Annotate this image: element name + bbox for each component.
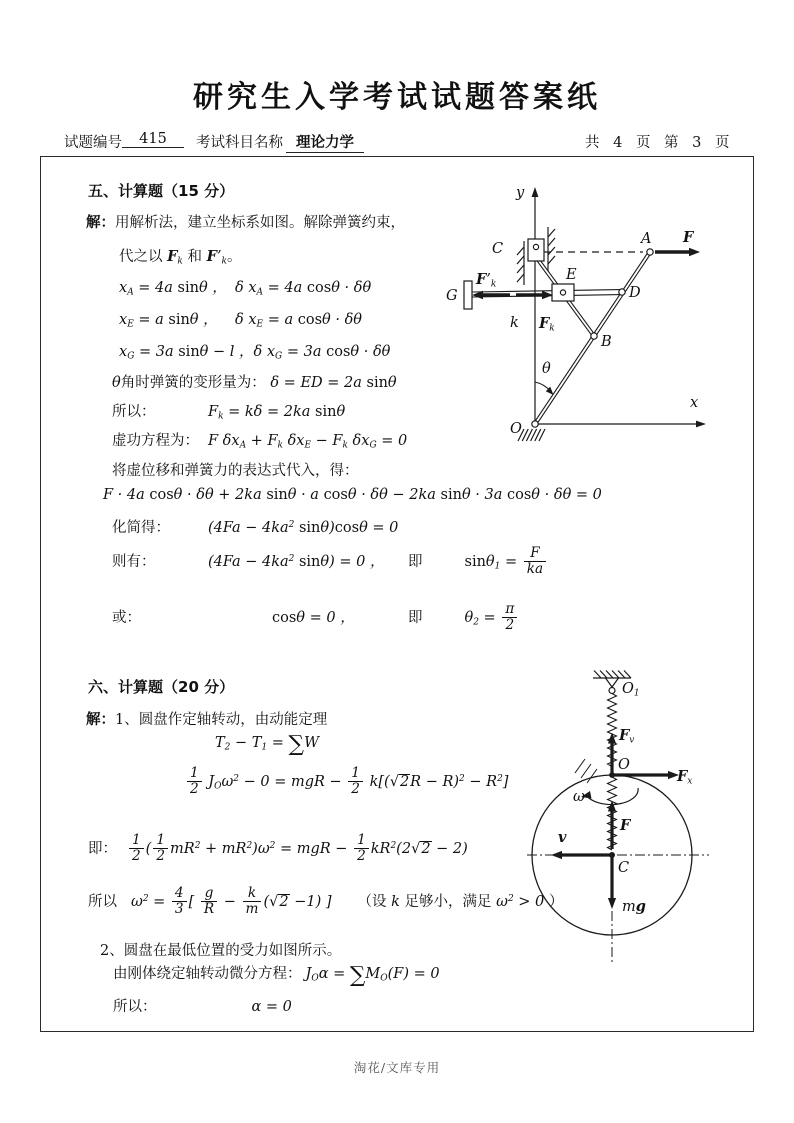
delta-xe-formula: δ $x_E = a$ cosθ · δθ	[235, 312, 363, 330]
energy-theorem-formula: $T_2 - T_1 = \sum W$	[215, 731, 319, 757]
solve-label2: 解：	[86, 712, 115, 728]
x-axis-label: x	[690, 395, 699, 411]
simplified-line	[112, 516, 398, 537]
page-count-info: 共 4 页 第 3 页	[585, 135, 730, 151]
watermark-footer: 淘花/文库专用	[353, 1060, 441, 1075]
so-label2: 所以	[88, 893, 117, 910]
ground-hatching-o	[518, 429, 545, 441]
pivot-o-label: O	[618, 757, 630, 773]
problem6-heading: 六、计算题（20 分）	[88, 678, 235, 696]
virtual-work-formula: F $\delta x_A + F_k$ $\delta x_E - F_k$ $\delta x_G = 0$	[208, 433, 408, 451]
wall-hatching-left	[517, 241, 524, 285]
spring-forces-line: 代之以 $F_k$ 和 $F’_k$。	[119, 248, 242, 267]
subject-value: 理论力学	[286, 131, 364, 153]
slider-c-pin	[533, 244, 538, 249]
velocity-v-label: v	[558, 829, 567, 846]
disc-figure	[525, 665, 735, 965]
force-fx-label: $F_x$	[677, 768, 693, 787]
x-axis-arrowhead	[696, 421, 706, 428]
mechanism-figure	[440, 185, 740, 455]
force-fk-label: $F_k$	[539, 315, 555, 334]
disc-diagram	[525, 665, 735, 965]
support-o1	[606, 678, 619, 694]
xg-formula: $x_G = 3a$ sinθ − l ，	[119, 344, 254, 362]
mechanism-diagram	[440, 185, 740, 455]
ie-equation: $\frac{1}{2}$ ( $\frac{1}{2}$ $mR^2 + mR^2)\omega^2$ = mgR − $\frac{1}{2}$ $kR^2(2√2 - 2)$	[127, 841, 468, 857]
center-c-label: C	[618, 860, 630, 876]
pin-a	[647, 249, 653, 255]
solution1-line	[112, 546, 548, 578]
problem5-solution-intro	[86, 211, 405, 232]
spring-force-f-label: F	[620, 817, 631, 834]
wall-hatching-right	[548, 227, 555, 271]
point-d-label: D	[629, 285, 641, 301]
ie-label3: 即：	[88, 840, 117, 857]
theta-label: θ	[542, 361, 551, 377]
k-condition-note: （设 k 足够小，满足 $\omega^2 > 0$ ）	[357, 893, 564, 910]
force-fv-label: $F_v$	[619, 727, 635, 746]
point-b-label: B	[601, 334, 612, 350]
exam-number-value: 415	[122, 131, 184, 148]
coordinate-xa-line	[119, 276, 371, 298]
work-energy-equation: $\frac{1}{2}$ $J_O\omega^2 - 0$ = mgR − $\frac{1}{2}$ $k[(√2R - R)^2 - R^2]$	[185, 766, 508, 798]
point-o-label: O	[510, 421, 522, 437]
so-label: 所以：	[112, 404, 156, 420]
coordinate-xg-line	[119, 340, 390, 362]
solve-label: 解：	[86, 215, 115, 231]
ceiling-hatching	[593, 671, 631, 679]
xe-formula: $x_E = a$ sinθ ，	[119, 312, 218, 330]
so-label3: 所以：	[113, 999, 157, 1015]
exam-number-label: 试题编号	[64, 135, 122, 151]
ie-label2: 即	[408, 609, 423, 626]
point-e-label: E	[566, 267, 577, 283]
force-f-label: F	[683, 229, 694, 246]
pin-b	[591, 333, 597, 339]
slider-e-pin	[560, 290, 565, 295]
problem6-solution-intro	[86, 708, 327, 729]
spring-force-formula: $F_k = k\delta = 2ka$ sinθ	[208, 404, 346, 422]
pin-d	[619, 289, 625, 295]
y-axis-arrowhead	[532, 187, 539, 197]
y-axis-label: y	[516, 185, 525, 201]
intro-text: 用解析法，建立坐标系如图。解除弹簧约束，	[115, 215, 405, 231]
anchor-g-plate	[464, 281, 472, 309]
coordinate-xe-line	[119, 308, 362, 330]
step2-text: 2、圆盘在最低位置的受力如图所示。	[100, 943, 342, 959]
theta2-result: $\theta_2$ = $\frac{\pi}{2}$	[465, 610, 520, 626]
pin-o	[532, 421, 538, 427]
spring-k-label: k	[510, 315, 519, 331]
differential-equation-line	[113, 962, 440, 988]
point-a-label: A	[641, 231, 652, 247]
delta-xa-formula: δ $x_A = 4a$ cosθ · δθ	[235, 280, 372, 298]
xa-formula: $x_A = 4a$ sinθ ，	[119, 280, 227, 298]
point-c-label: C	[492, 241, 504, 257]
weight-mg-label: mg	[622, 898, 646, 915]
omega-result-line	[88, 886, 563, 918]
subject-label: 考试科目名称	[196, 135, 283, 151]
omega-label: ω	[573, 789, 585, 805]
ie-label: 即	[408, 553, 423, 570]
then-label: 则有：	[112, 553, 156, 570]
problem5-heading: 五、计算题（15 分）	[88, 182, 235, 200]
solution2-condition: cosθ = 0 ，	[272, 609, 355, 626]
alpha-result: α = 0	[251, 999, 292, 1015]
page-title: 研究生入学考试试题答案纸	[193, 80, 601, 115]
diff-equation: $J_O\alpha = \sum M_O(F) = 0$	[305, 962, 440, 988]
spring-force-line	[112, 400, 345, 422]
alpha-result-line	[113, 995, 292, 1016]
simplified-formula: ($4Fa - 4ka^2$ sinθ)cosθ = 0	[208, 520, 399, 536]
ie-equation-line	[88, 833, 468, 865]
substitute-label: 将虚位移和弹簧力的表达式代入，得：	[112, 463, 359, 479]
solution2-line	[112, 602, 519, 634]
virtual-work-line	[112, 429, 407, 451]
spring-deformation-line: θ角时弹簧的变形量为： δ = ED = 2a sinθ	[112, 375, 397, 391]
simplify-label: 化简得：	[112, 520, 170, 536]
force-f-arrow	[655, 248, 700, 257]
step1-text: 1、圆盘作定轴转动，由动能定理	[115, 712, 328, 728]
mechanism-strokes	[464, 187, 706, 441]
disc-strokes	[527, 671, 709, 963]
or-label: 或：	[112, 609, 141, 626]
omega-squared-result: $\omega^2$ = $\frac{4}{3}$ [ $\frac{g}{R}$ − $\frac{k}{m}$ (√2 −1) ]	[131, 885, 332, 918]
virtual-work-label: 虚功方程为：	[112, 433, 199, 449]
theta-angle-arc	[535, 382, 554, 395]
force-fpk-label: $F’_k$	[476, 271, 497, 290]
point-g-label: G	[446, 288, 458, 304]
diff-label: 由刚体绕定轴转动微分方程：	[113, 966, 302, 982]
expanded-equation: F · 4a cosθ · δθ + 2ka sinθ · a cosθ · δθ − 2ka sinθ · 3a cosθ · δθ = 0	[103, 487, 602, 503]
sin-theta1-result: sinθ$_1$ = $\frac{F}{ka}$	[465, 554, 549, 570]
solution1-condition: ($4Fa - 4ka^2$ sinθ) = 0 ，	[208, 553, 385, 570]
point-o1-label: $O_1$	[622, 681, 640, 699]
delta-xg-formula: δ $x_G = 3a$ cosθ · δθ	[253, 344, 391, 362]
